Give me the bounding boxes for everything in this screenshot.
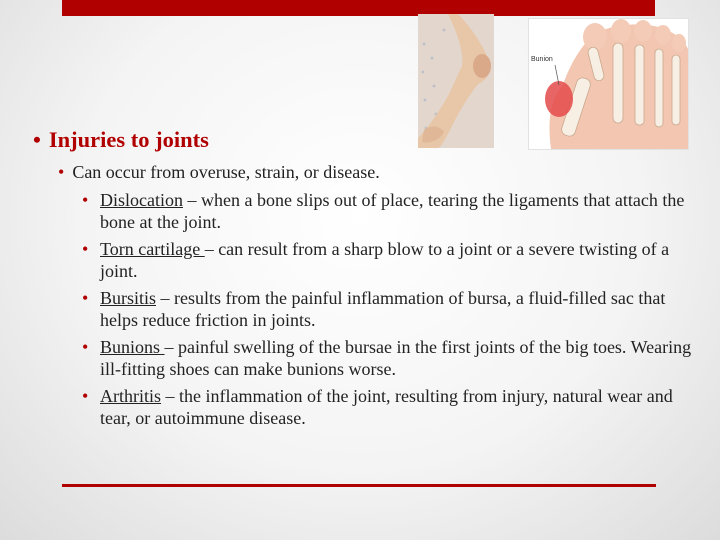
bullet-icon: • bbox=[82, 386, 89, 406]
dislocated-elbow-photo bbox=[418, 14, 494, 148]
bunion-illustration bbox=[528, 18, 689, 150]
item-term: Bunions bbox=[100, 337, 165, 357]
list-item bbox=[82, 238, 702, 282]
injury-list bbox=[82, 189, 702, 434]
item-desc: – results from the painful inflammation of bursa, a fluid-filled sac that helps reduce friction in joints. bbox=[100, 288, 666, 330]
item-desc: – when a bone slips out of place, tearing the ligaments that attach the bone at the joint. bbox=[100, 190, 685, 232]
slide-heading bbox=[33, 127, 209, 153]
item-term: Torn cartilage bbox=[100, 239, 205, 259]
item-desc: – can result from a sharp blow to a joint or a severe twisting of a joint. bbox=[100, 239, 670, 281]
item-term: Dislocation bbox=[100, 190, 183, 210]
subpoint bbox=[58, 162, 380, 183]
bullet-icon: • bbox=[82, 288, 89, 308]
bullet-icon: • bbox=[82, 190, 89, 210]
item-term: Arthritis bbox=[100, 386, 161, 406]
item-term: Bursitis bbox=[100, 288, 157, 308]
list-item bbox=[82, 189, 702, 233]
bullet-icon: • bbox=[82, 239, 89, 259]
subpoint-text: Can occur from overuse, strain, or disease. bbox=[72, 162, 380, 182]
bullet-icon: • bbox=[82, 337, 89, 357]
bullet-icon: • bbox=[33, 127, 41, 152]
bunion-label: Bunion bbox=[531, 56, 553, 63]
list-item bbox=[82, 287, 702, 331]
bottom-accent-rule bbox=[62, 484, 656, 487]
bullet-icon: • bbox=[58, 162, 65, 182]
item-desc: – painful swelling of the bursae in the first joints of the big toes. Wearing ill-fitting shoes can make bunions worse. bbox=[100, 337, 692, 379]
list-item bbox=[82, 385, 702, 429]
list-item bbox=[82, 336, 702, 380]
item-desc: – the inflammation of the joint, resulting from injury, natural wear and tear, or autoimmune disease. bbox=[100, 386, 673, 428]
top-accent-bar bbox=[62, 0, 655, 16]
heading-text: Injuries to joints bbox=[48, 127, 209, 152]
